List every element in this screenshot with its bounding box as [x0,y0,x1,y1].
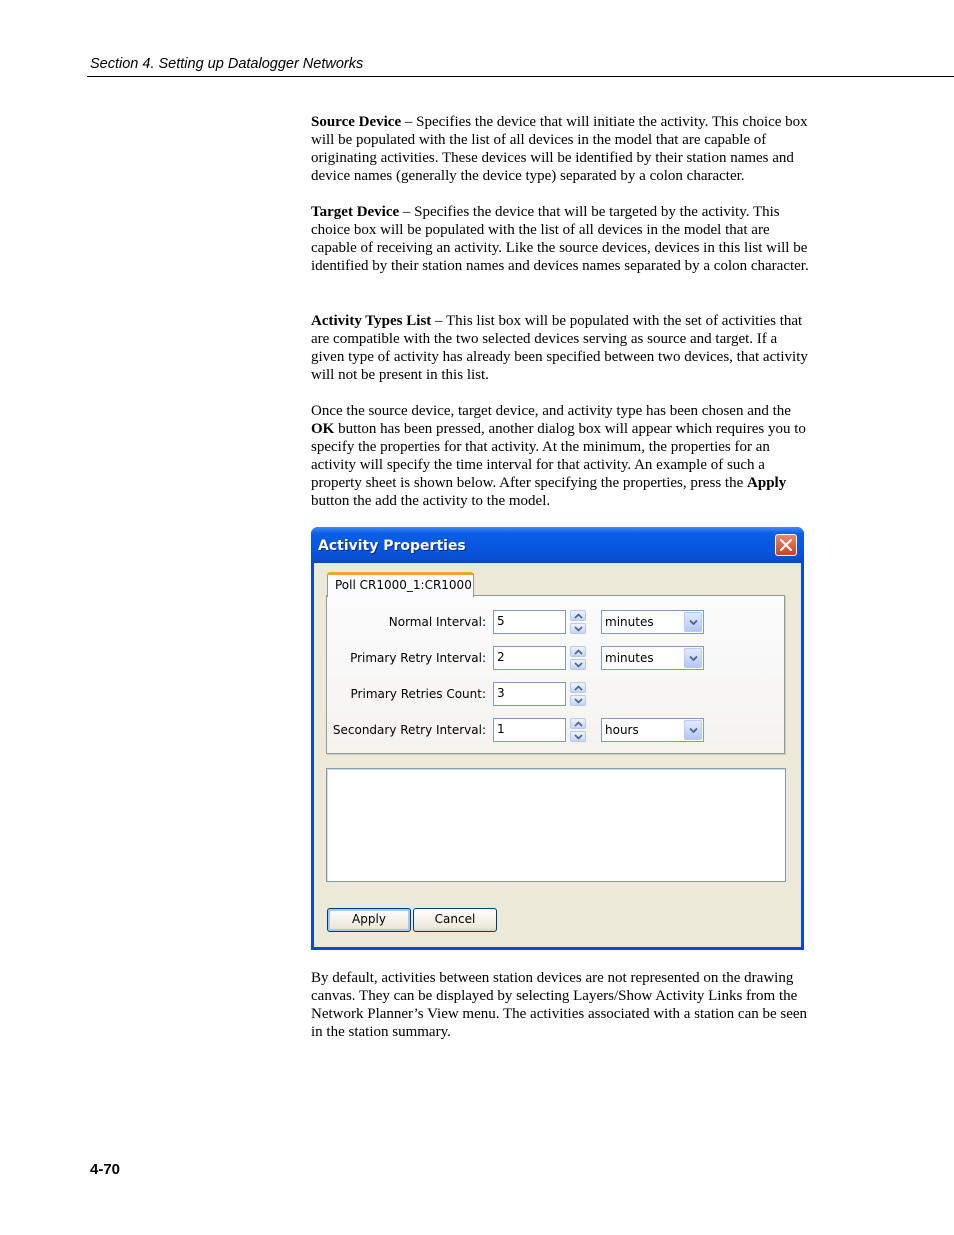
tab-poll[interactable] [327,572,474,597]
apply-button[interactable]: Apply [327,908,411,932]
secondary-retry-interval-input[interactable]: 1 [493,718,566,742]
primary-retries-count-label: Primary Retries Count: [350,687,486,701]
intro-text-1: Once the source device, target device, and activity type has been chosen and the [311,403,791,419]
spin-down-button[interactable] [570,695,586,706]
secondary-retry-interval-unit-select[interactable] [601,718,704,742]
primary-retry-interval-unit-select[interactable] [601,646,704,670]
intro-text-3: button the add the activity to the model. [311,493,551,509]
desc-source-device: – Specifies the device that will initiate the activity. This choice box will be populated with the list of all devices in the model that are capable of originating activities. These devices will be identified by their station names and device names (generally the device type) separated by a colon character. [311,114,808,184]
intro-apply: Apply [747,475,787,491]
normal-interval-input[interactable]: 5 [493,610,566,634]
intro-text-2: button has been pressed, another dialog box will appear which requires you to specify the properties for that activity. At the minimum, the properties for an activity will specify the time interval for that activity. An example of such a property sheet is shown below. After specifying the properties, press the [311,421,806,491]
spin-up-arrow-icon [574,685,583,691]
normal-interval-unit-select[interactable] [601,610,704,634]
primary-retries-count-input[interactable]: 3 [493,682,566,706]
dropdown-button[interactable] [684,612,702,632]
desc-target-device: – Specifies the device that will be targeted by the activity. This choice box will be populated with the list of all devices in the model that are capable of receiving an activity. Like the source devices, devices in this list will be identified by their station names and devices names separated by a colon character. [311,204,809,274]
spin-down-arrow-icon [574,698,583,704]
chevron-down-icon [689,727,698,734]
primary-retry-interval-spinner[interactable] [570,646,586,670]
spin-up-button[interactable] [570,682,586,693]
normal-interval-unit: minutes [605,615,654,629]
chevron-down-icon [689,655,698,662]
row-secondary-retry-interval [327,718,784,742]
spin-up-button[interactable] [570,610,586,621]
normal-interval-spinner[interactable] [570,610,586,634]
close-x-icon [780,539,792,551]
close-button[interactable] [775,534,797,556]
spin-up-button[interactable] [570,718,586,729]
page-number: 4-70 [90,1161,121,1178]
desc-activity-types: – This list box will be populated with the set of activities that are compatible with the two selected devices serving as source and target. If a given type of activity has already been specified between two devices, that activity will not be present in this list. [311,313,808,383]
paragraph-source-device [311,113,811,185]
dialog-titlebar[interactable] [311,527,804,563]
paragraph-properties-intro [311,402,811,510]
dropdown-button[interactable] [684,720,702,740]
spin-down-button[interactable] [570,659,586,670]
secondary-retry-interval-unit: hours [605,723,639,737]
header-rule [87,76,954,77]
row-primary-retry-interval [327,646,784,670]
secondary-retry-interval-label: Secondary Retry Interval: [332,723,486,737]
secondary-retry-interval-spinner[interactable] [570,718,586,742]
primary-retries-count-spinner[interactable] [570,682,586,706]
term-activity-types: Activity Types List [311,313,432,329]
activity-properties-dialog [311,527,804,950]
row-primary-retries-count [327,682,784,706]
spin-up-arrow-icon [574,721,583,727]
dialog-client-area [314,563,801,947]
primary-retry-interval-input[interactable]: 2 [493,646,566,670]
primary-retry-interval-label: Primary Retry Interval: [350,651,486,665]
intro-ok: OK [311,421,335,437]
spin-down-arrow-icon [574,662,583,668]
dialog-title: Activity Properties [318,538,466,554]
section-header: Section 4. Setting up Datalogger Networks [90,56,364,72]
paragraph-activity-links [311,969,811,1041]
spin-up-arrow-icon [574,613,583,619]
activity-links-text: By default, activities between station devices are not represented on the drawing canvas. They can be displayed by selecting Layers/Show Activity Links from the Network Planner’s View menu. The activities associated with a station can be seen in the station summary. [311,970,808,1040]
dropdown-button[interactable] [684,648,702,668]
spin-up-arrow-icon [574,649,583,655]
normal-interval-label: Normal Interval: [388,615,486,629]
tab-panel [326,595,785,754]
paragraph-activity-types [311,312,811,384]
cancel-button[interactable]: Cancel [413,908,497,932]
notes-textarea[interactable] [326,768,786,882]
chevron-down-icon [689,619,698,626]
term-source-device: Source Device [311,114,402,130]
row-normal-interval [327,610,784,634]
spin-down-button[interactable] [570,731,586,742]
spin-down-arrow-icon [574,734,583,740]
spin-down-button[interactable] [570,623,586,634]
paragraph-target-device [311,203,811,275]
spin-down-arrow-icon [574,626,583,632]
primary-retry-interval-unit: minutes [605,651,654,665]
term-target-device: Target Device [311,204,400,220]
spin-up-button[interactable] [570,646,586,657]
tab-poll-label: Poll CR1000_1:CR1000 [335,578,472,592]
